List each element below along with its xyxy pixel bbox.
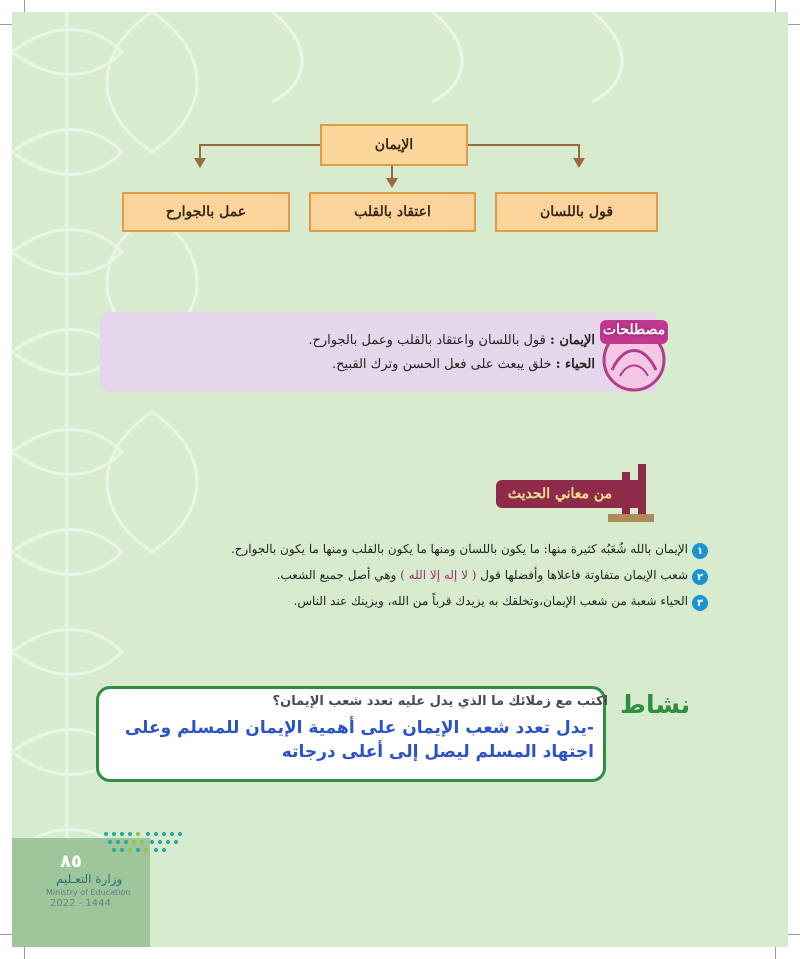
crop-mark bbox=[775, 0, 776, 12]
ministry-name-english: Ministry of Education bbox=[46, 888, 131, 897]
page-number: ٨٥ bbox=[60, 851, 82, 872]
item-number-badge: ٢ bbox=[692, 569, 708, 585]
diagram-child-label: قول باللسان bbox=[539, 204, 614, 220]
crop-mark bbox=[775, 947, 776, 959]
hadith-meaning-text: وهي أصل جميع الشعب. bbox=[276, 568, 397, 582]
edition-year: 2022 - 1444 bbox=[50, 898, 111, 909]
glossary-badge-title: مصطلحات bbox=[602, 322, 666, 338]
hadith-meaning-item: الحياء شعبة من شعب الإيمان،وتخلقك به يزيدك قرباً من الله، ويزينك عند الناس. bbox=[293, 594, 688, 608]
diagram-root-box bbox=[320, 124, 468, 166]
connector-line bbox=[199, 144, 323, 146]
glossary-term: الحياء : bbox=[555, 357, 595, 372]
diagram-child-box bbox=[495, 192, 658, 232]
item-number-badge: ١ bbox=[692, 543, 708, 559]
diagram-child-label: اعتقاد بالقلب bbox=[354, 204, 431, 220]
glossary-item bbox=[308, 333, 595, 348]
arrow-down-icon bbox=[386, 178, 398, 188]
hadith-meaning-highlight: ( لا إله إلا الله ) bbox=[400, 568, 477, 582]
item-number-badge: ٣ bbox=[692, 595, 708, 611]
hadith-meaning-item bbox=[277, 568, 688, 582]
activity-label: نشاط bbox=[620, 690, 691, 719]
activity-answer: -يدل تعدد شعب الإيمان على أهمية الإيمان للمسلم وعلى اجتهاد المسلم ليصل إلى أعلى درجاته bbox=[124, 718, 594, 762]
glossary-term: الإيمان : bbox=[550, 333, 595, 348]
crop-mark bbox=[24, 0, 25, 12]
activity-question: اكتب مع زملائك ما الذي يدل عليه تعدد شعب الإيمان؟ bbox=[272, 694, 608, 709]
crop-mark bbox=[788, 934, 800, 935]
hadith-meaning-text: شعب الإيمان متفاوتة فاعلاها وأفضلها قول bbox=[480, 568, 688, 582]
diagram-child-box bbox=[122, 192, 290, 232]
crop-mark bbox=[24, 947, 25, 959]
glossary-panel bbox=[100, 312, 656, 392]
crop-mark bbox=[788, 24, 800, 25]
crop-mark bbox=[0, 24, 12, 25]
crop-mark bbox=[0, 934, 12, 935]
ministry-logo-dots bbox=[98, 826, 190, 866]
diagram-child-box bbox=[309, 192, 476, 232]
diagram-root-label: الإيمان bbox=[374, 137, 414, 153]
arrow-down-icon bbox=[573, 158, 585, 168]
hadith-meaning-item: الإيمان بالله شُعَبُه كثيرة منها: ما يكون باللسان ومنها ما يكون بالقلب ومنها ما يكون بالجوارح. bbox=[230, 542, 688, 556]
glossary-definition: خلق يبعث على فعل الحسن وترك القبيح. bbox=[332, 357, 552, 372]
glossary-item bbox=[332, 357, 595, 372]
ministry-name-arabic: وزارة التعـليم bbox=[56, 872, 123, 886]
diagram-child-label: عمل بالجوارح bbox=[165, 204, 247, 220]
connector-line bbox=[468, 144, 580, 146]
hadith-section-title: من معاني الحديث bbox=[507, 486, 613, 502]
arrow-down-icon bbox=[194, 158, 206, 168]
glossary-definition: قول باللسان واعتقاد بالقلب وعمل بالجوارح. bbox=[308, 333, 546, 348]
